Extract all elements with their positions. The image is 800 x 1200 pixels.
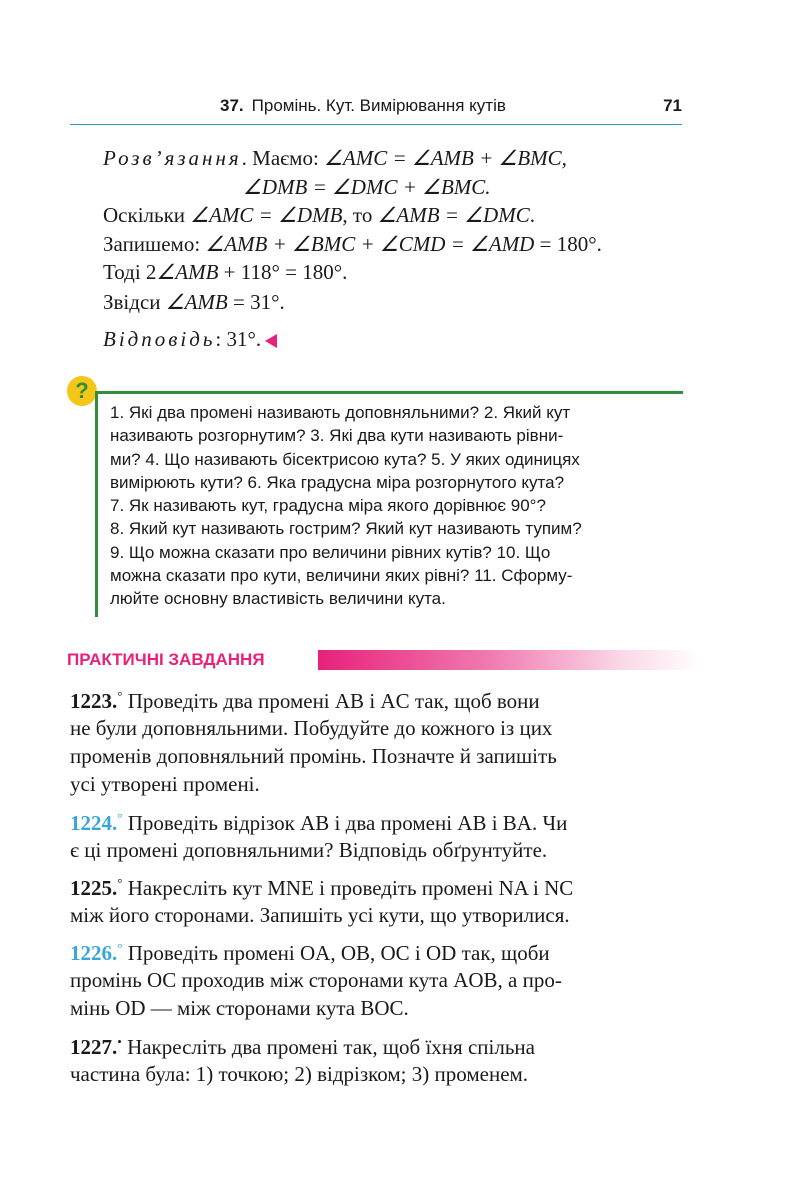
math-expression: ∠AMB + ∠BMC + ∠CMD = ∠AMD — [205, 232, 535, 256]
section-heading — [220, 96, 506, 116]
task-line: є ці промені доповняльними? Відповідь обґрунтуйте. — [70, 838, 548, 862]
difficulty-mark: ° — [117, 688, 123, 703]
task-line — [70, 810, 567, 836]
solution-text: Оскільки — [103, 203, 191, 227]
solution-line — [103, 260, 347, 285]
solution-text: . — [529, 203, 535, 227]
task-text: Накресліть кут MNE і проведіть промені NA і NC — [127, 876, 574, 900]
review-questions — [110, 401, 682, 611]
task-line: мінь OD — між сторонами кута BOC. — [70, 996, 409, 1020]
question-line: 1. Які два промені називають доповняльними? 2. Який кут — [110, 403, 571, 422]
question-line: вимірюють кути? 6. Яка градусна міра розгорнутого кута? — [110, 472, 565, 492]
solution-line — [103, 203, 535, 228]
task-text: Проведіть промені OA, OB, OC і OD так, щоби — [127, 941, 550, 965]
task-line: променів доповняльний промінь. Позначте й запишіть — [70, 744, 557, 768]
section-title: Промінь. Кут. Вимірювання кутів — [251, 96, 506, 115]
task-line: усі утворені промені. — [70, 772, 260, 796]
question-line: 9. Що можна сказати про величини рівних кутів? 10. Що — [110, 542, 551, 562]
end-of-solution-triangle-icon — [265, 334, 277, 348]
task-number: 1224. — [70, 811, 118, 835]
task-line: промінь OC проходив між сторонами кута AOB, а про- — [70, 968, 562, 992]
task-line — [70, 875, 573, 901]
solution-text: , то — [342, 203, 378, 227]
task-line: не були доповняльними. Побудуйте до кожного із цих — [70, 716, 553, 740]
solution-line — [103, 232, 602, 257]
questions-top-rule — [95, 391, 683, 394]
solution-text: = 180°. — [534, 232, 602, 256]
difficulty-mark: ° — [117, 875, 123, 890]
task-number: 1225. — [70, 876, 118, 900]
solution-line — [103, 290, 285, 315]
difficulty-mark: • — [117, 1034, 122, 1049]
answer-value: : 31°. — [215, 327, 262, 351]
question-line: 8. Який кут називають гострим? Який кут називають тупим? — [110, 519, 582, 539]
solution-text: Тоді 2 — [103, 260, 157, 284]
task-text: Проведіть відрізок AB і два промені AB і BA. Чи — [127, 811, 568, 835]
task-line — [70, 940, 550, 966]
task-line: частина була: 1) точкою; 2) відрізком; 3) променем. — [70, 1062, 529, 1086]
question-line: люйте основну властивість величини кута. — [110, 589, 446, 609]
section-number: 37. — [220, 96, 244, 115]
answer-line — [103, 327, 277, 352]
question-line: можна сказати про кути, величини яких рівні? 11. Сформу- — [110, 566, 573, 586]
task-line: між його сторонами. Запишіть усі кути, що утворилися. — [70, 903, 570, 927]
questions-left-rule — [95, 391, 98, 617]
page-number: 71 — [663, 96, 682, 115]
question-line: ми? 4. Що називають бісектрисою кута? 5. У яких одиницях — [110, 449, 580, 469]
difficulty-mark: ° — [117, 940, 123, 955]
solution-line — [243, 175, 491, 200]
practical-tasks-bar — [318, 650, 700, 670]
solution-line — [103, 146, 567, 171]
math-expression: ∠DMB = ∠DMC + ∠BMC. — [243, 175, 491, 199]
solution-text: . Маємо: — [241, 146, 325, 170]
answer-label: Відповідь — [103, 327, 216, 351]
task-line — [70, 1034, 535, 1060]
task-number: 1227. — [70, 1035, 118, 1059]
solution-text: + 118° = 180°. — [218, 260, 348, 284]
solution-text: = 31°. — [227, 290, 285, 314]
task-text: Накресліть два промені так, щоб їхня спільна — [127, 1035, 535, 1059]
math-expression: ∠AMB — [165, 290, 228, 314]
math-expression: ∠AMB = ∠DMC — [377, 203, 530, 227]
solution-label: Розв’язання — [103, 146, 242, 170]
task-number: 1223. — [70, 689, 118, 713]
math-expression: ∠AMB — [156, 260, 219, 284]
question-mark-icon: ? — [67, 376, 97, 406]
task-number: 1226. — [70, 941, 118, 965]
task-line — [70, 688, 540, 714]
solution-text: Звідси — [103, 290, 166, 314]
math-expression: ∠AMC = ∠AMB + ∠BMC, — [324, 146, 567, 170]
page-header — [70, 96, 682, 125]
difficulty-mark: ° — [117, 810, 123, 825]
math-expression: ∠AMC = ∠DMB — [190, 203, 343, 227]
question-line: називають розгорнутим? 3. Які два кути називають рівни- — [110, 426, 564, 446]
practical-tasks-title: ПРАКТИЧНІ ЗАВДАННЯ — [67, 650, 265, 669]
solution-text: Запишемо: — [103, 232, 206, 256]
task-text: Проведіть два промені AB і AC так, щоб вони — [127, 689, 540, 713]
question-line: 7. Як називають кут, градусна міра якого дорівнює 90°? — [110, 496, 546, 516]
